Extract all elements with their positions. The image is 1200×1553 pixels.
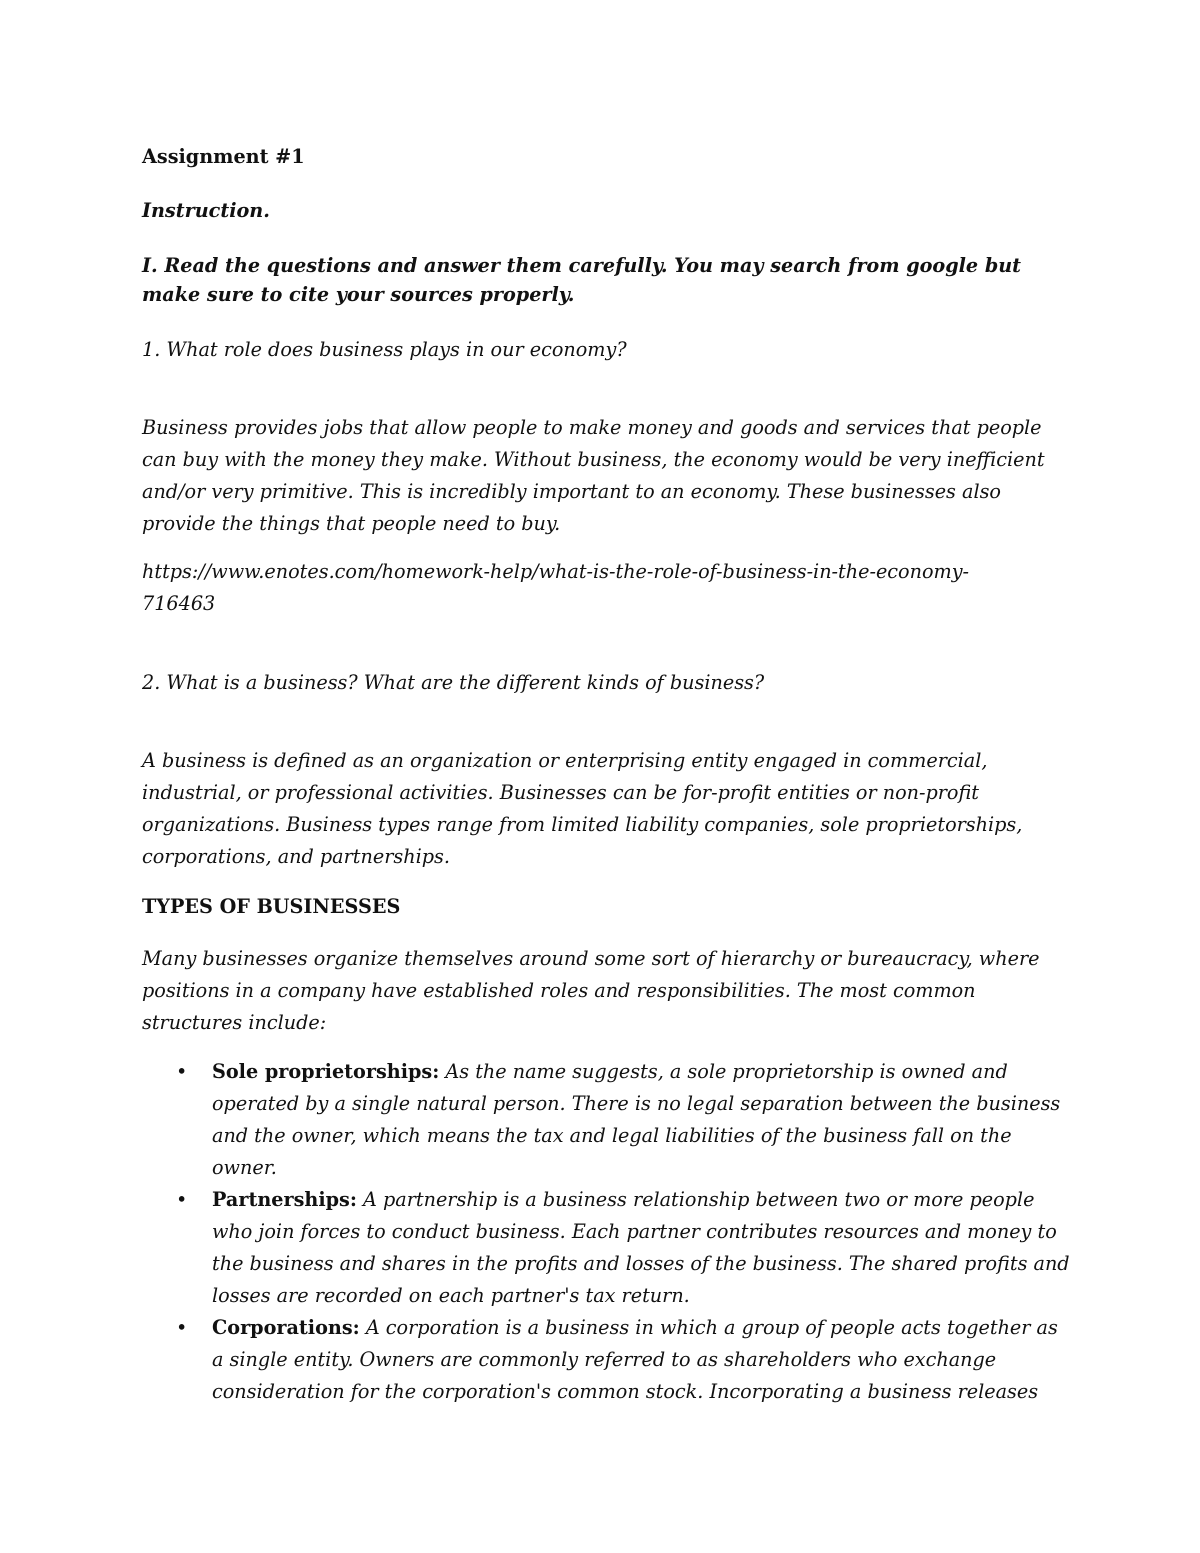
type-line: consideration for the corporation's common stock. Incorporating a business releases <box>212 1380 1039 1403</box>
source-1-line[interactable]: 716463 <box>142 592 216 615</box>
types-intro-line: Many businesses organize themselves around some sort of hierarchy or bureaucracy, where <box>142 947 1040 970</box>
type-term: Corporations: <box>212 1316 360 1339</box>
answer-2-line: A business is defined as an organization or enterprising entity engaged in commercial, <box>142 749 988 772</box>
list-item <box>142 1184 1070 1312</box>
instruction-line: make sure to cite your sources properly. <box>142 283 575 306</box>
type-line: who join forces to conduct business. Each partner contributes resources and money to <box>212 1220 1057 1243</box>
type-line: a single entity. Owners are commonly referred to as shareholders who exchange <box>212 1348 997 1371</box>
question-1: 1. What role does business plays in our economy? <box>142 338 627 361</box>
bullet-icon: • <box>176 1188 188 1211</box>
answer-1 <box>142 412 1052 540</box>
type-line: owner. <box>212 1156 277 1179</box>
type-term: Sole proprietorships: <box>212 1060 440 1083</box>
type-line: and the owner, which means the tax and legal liabilities of the business fall on the <box>212 1124 1012 1147</box>
answer-1-line: provide the things that people need to buy. <box>142 512 561 535</box>
source-1-link[interactable] <box>142 556 1052 620</box>
types-intro-line: positions in a company have established roles and responsibilities. The most common <box>142 979 976 1002</box>
question-2: 2. What is a business? What are the different kinds of business? <box>142 671 765 694</box>
instruction-line: I. Read the questions and answer them carefully. You may search from google but <box>142 254 1022 277</box>
bullet-icon: • <box>176 1316 188 1339</box>
answer-2-line: organizations. Business types range from limited liability companies, sole proprietorships, <box>142 813 1023 836</box>
answer-2-line: corporations, and partnerships. <box>142 845 450 868</box>
answer-1-line: and/or very primitive. This is incredibly important to an economy. These businesses also <box>142 480 1001 503</box>
instruction-label: Instruction. <box>142 199 270 222</box>
source-1-line[interactable]: https://www.enotes.com/homework-help/what-is-the-role-of-business-in-the-economy- <box>142 560 970 583</box>
bullet-icon: • <box>176 1060 188 1083</box>
type-line: operated by a single natural person. There is no legal separation between the business <box>212 1092 1061 1115</box>
types-intro <box>142 943 1052 1039</box>
list-item <box>142 1312 1058 1408</box>
answer-1-line: can buy with the money they make. Without business, the economy would be very inefficient <box>142 448 1045 471</box>
list-item <box>142 1056 1061 1184</box>
business-types-list <box>142 1056 1070 1408</box>
type-first-line: A corporation is a business in which a group of people acts together as <box>359 1316 1058 1339</box>
answer-2 <box>142 745 1052 873</box>
type-line: the business and shares in the profits and losses of the business. The shared profits and <box>212 1252 1070 1275</box>
type-first-line: A partnership is a business relationship between two or more people <box>356 1188 1035 1211</box>
answer-2-line: industrial, or professional activities. Businesses can be for-profit entities or non-profit <box>142 781 979 804</box>
type-line: losses are recorded on each partner's tax return. <box>212 1284 690 1307</box>
type-term: Partnerships: <box>212 1188 357 1211</box>
answer-1-line: Business provides jobs that allow people to make money and goods and services that people <box>142 416 1042 439</box>
assignment-title: Assignment #1 <box>142 145 305 168</box>
instruction-text <box>142 251 1052 309</box>
type-first-line: As the name suggests, a sole proprietorship is owned and <box>439 1060 1008 1083</box>
types-heading: TYPES OF BUSINESSES <box>142 895 401 918</box>
types-intro-line: structures include: <box>142 1011 327 1034</box>
